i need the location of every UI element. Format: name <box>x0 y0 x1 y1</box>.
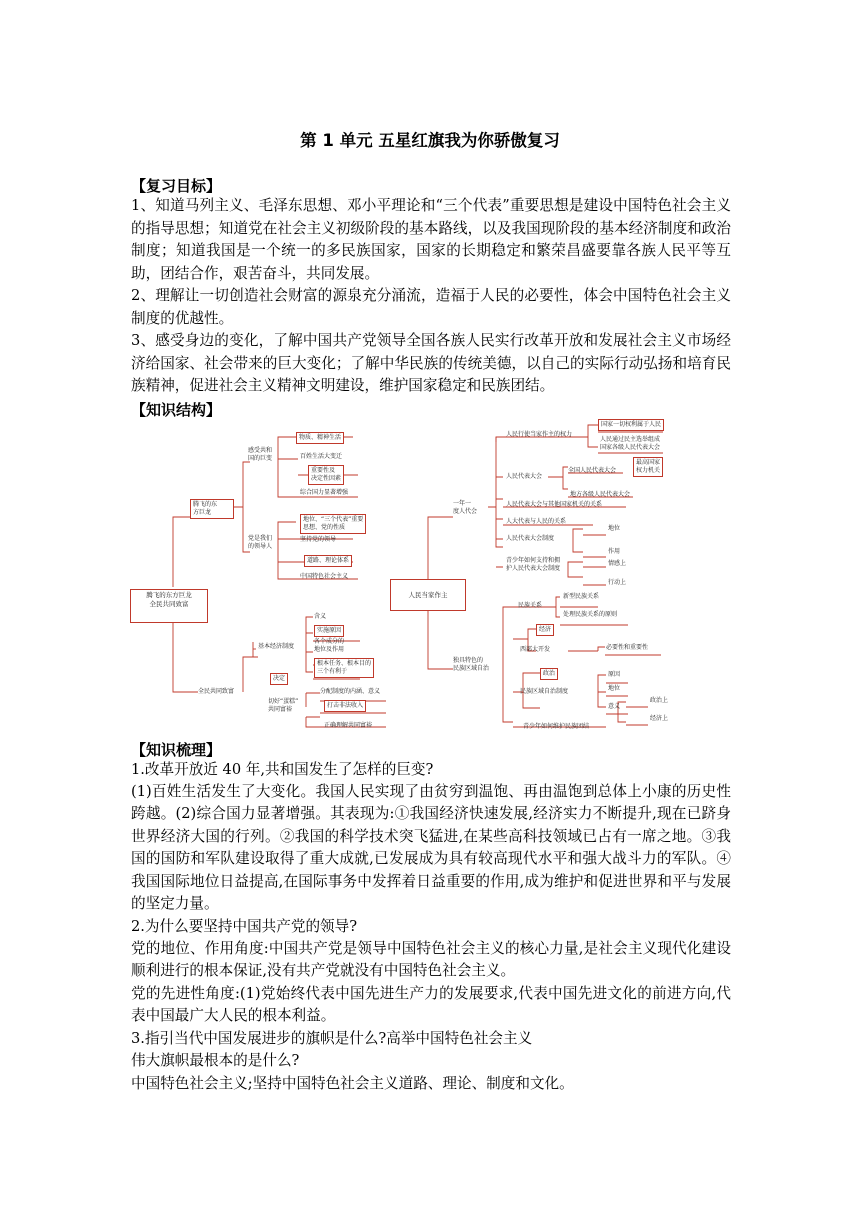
change-node <box>248 447 272 463</box>
ethnic-item-principle: 处理民族关系的原则 <box>563 611 618 618</box>
npc-item-elect-line-2: 国家各级人民代表大会 <box>600 444 661 451</box>
ethnic-item-necessity: 必要性和重要性 <box>606 644 649 651</box>
rich-item-illegal: 打击非法收入 <box>324 700 366 712</box>
npc-item-power: 人民行使当家作主的权力 <box>506 431 573 438</box>
ethnic-item-economic: 经济上 <box>650 715 669 722</box>
left-root-node <box>130 589 208 623</box>
npc-item-elect-line-1: 人民通过民主选举组成 <box>600 436 661 443</box>
rich-item-role <box>314 638 344 654</box>
answer-2a: 党的地位、作用角度:中国共产党是领导中国特色社会主义的核心力量,是社会主义现代化建设顺利进行的根本保证,没有共产党就没有中国特色社会主义。 <box>131 940 731 980</box>
party-item-1-line-1: 地位、“三个代表”重要 <box>303 516 364 523</box>
ethnic-item-economy: 经济 <box>536 624 554 636</box>
npc-item-action: 行动上 <box>608 579 627 586</box>
ethnic-item-new: 新型民族关系 <box>563 593 600 600</box>
goal-paragraph-2: 2、理解让一切创造社会财富的源泉充分涌流，造福于人民的必要性，体会中国特色社会主义制度的优越性。 <box>131 287 731 327</box>
answer-2b: 党的先进性角度:(1)党始终代表中国先进生产力的发展要求,代表中国先进文化的前进方向,代表中国最广大人民的根本利益。 <box>131 985 731 1025</box>
ethnic-item-status: 地位 <box>608 685 621 692</box>
dragon-line-1: 腾飞的东 <box>193 501 218 508</box>
change-item-3-line-2: 决定性因素 <box>311 475 342 482</box>
question-3a: 3.指引当代中国发展进步的旗帜是什么?高举中国特色社会主义 <box>131 1030 533 1047</box>
ethnic-line-1: 独具特色的 <box>453 657 484 664</box>
dragon-line-2: 方巨龙 <box>193 509 212 516</box>
rich-item-task-line-2: 三个有利于 <box>317 668 348 675</box>
rich-item-meaning: 含义 <box>314 613 327 620</box>
npc-item-youth <box>506 557 560 573</box>
ethnic-item-relations: 民族关系 <box>518 602 543 609</box>
npc-item-youth-line-2: 护人民代表大会制度 <box>506 565 561 572</box>
rich-item-econ-system: 基本经济制度 <box>258 643 295 650</box>
npc-line-1: 一年一 <box>453 500 472 507</box>
npc-item-system: 人民代表大会制度 <box>506 535 555 542</box>
ethnic-item-youth: 青少年如何维护民族团结 <box>523 723 590 730</box>
rich-item-cake <box>268 698 298 714</box>
ethnic-item-west: 西部大开发 <box>520 646 551 653</box>
ethnic-item-reason: 原因 <box>608 671 621 678</box>
question-3b: 伟大旗帜最根本的是什么? <box>131 1052 300 1069</box>
npc-item-highest-line-2: 权力机关 <box>636 467 661 474</box>
party-item-3: 道路、理论体系 <box>304 555 352 567</box>
rich-item-reason: 实施原因 <box>314 625 344 637</box>
ethnic-line-2: 民族区域自治 <box>453 665 490 672</box>
dragon-node <box>190 499 234 519</box>
ethnic-node <box>453 657 489 673</box>
npc-item-relation-organs: 人民代表大会与其他国家机关的关系 <box>506 501 603 508</box>
party-item-2: 坚持党的领导 <box>300 536 337 543</box>
answer-3: 中国特色社会主义;坚持中国特色社会主义道路、理论、制度和文化。 <box>131 1075 574 1092</box>
change-line-2: 国的巨变 <box>248 455 273 462</box>
party-item-1-line-2: 思想、党的性质 <box>303 524 346 531</box>
npc-item-emotion: 情感上 <box>608 560 627 567</box>
npc-item-congress: 人民代表大会 <box>506 473 543 480</box>
ethnic-item-autonomy: 民族区域自治制度 <box>520 688 569 695</box>
npc-item-elect <box>600 436 660 452</box>
npc-item-status: 地位 <box>608 525 621 532</box>
goal-paragraph-3: 3、感受身边的变化，了解中国共产党领导全国各族人民实行改革开放和发展社会主义市场经济给国家、社会带来的巨大变化；了解中华民族的传统美德，以自己的实际行动弘扬和培育民族精神，促进社会主义精神文明建设，维护国家稳定和民族团结。 <box>131 332 731 394</box>
goals-heading: 【复习目标】 <box>131 177 222 195</box>
party-item-1 <box>300 514 366 534</box>
rich-item-task-line-1: 根本任务、根本目的 <box>317 660 372 667</box>
knowledge-structure-mindmap <box>128 417 728 735</box>
npc-item-highest-line-1: 最高国家 <box>636 459 661 466</box>
party-node <box>248 535 272 551</box>
left-root-line-2: 全民共同致富 <box>149 600 189 608</box>
rich-item-cake-line-2: 共同富裕 <box>268 706 293 713</box>
change-line-1: 感受共和 <box>248 447 273 454</box>
rich-item-distribution: 分配制度的内涵、意义 <box>320 688 381 695</box>
change-item-3-line-1: 重要性及 <box>311 467 336 474</box>
npc-line-2: 度人代会 <box>453 508 478 515</box>
rich-item-understand: 正确理解共同富裕 <box>324 722 373 729</box>
rich-item-decide: 决定 <box>270 673 288 685</box>
npc-node <box>453 500 477 516</box>
ethnic-item-political: 政治上 <box>650 697 669 704</box>
npc-item-highest <box>633 457 663 477</box>
npc-item-deputies: 人大代表与人民的关系 <box>506 518 567 525</box>
right-root-node: 人民当家作主 <box>390 579 466 611</box>
structure-heading: 【知识结构】 <box>131 401 222 419</box>
ethnic-item-significance: 意义 <box>608 703 621 710</box>
rich-item-role-line-1: 各个成分的 <box>314 638 345 645</box>
question-2: 2.为什么要坚持中国共产党的领导? <box>131 918 358 935</box>
npc-item-youth-line-1: 青少年如何支持和拥 <box>506 557 561 564</box>
npc-item-all-power: 国家一切权利属于人民 <box>598 419 664 431</box>
change-item-1: 物质、精神生活 <box>296 432 344 444</box>
goal-paragraph-1: 1、知道马列主义、毛泽东思想、邓小平理论和“三个代表”重要思想是建设中国特色社会主义的指导思想；知道党在社会主义初级阶段的基本路线，以及我国现阶段的基本经济制度和政治制度；知道我国是一个统一的多民族国家，国家的长期稳定和繁荣昌盛要靠各族人民平等互助，团结合作，艰苦奋斗，共同发展。 <box>131 197 731 282</box>
rich-item-cake-line-1: 切好“蛋糕” <box>268 698 299 705</box>
change-item-2: 百姓生活大变迁 <box>300 453 343 460</box>
question-1: 1.改革开放近 40 年,共和国发生了怎样的巨变? <box>131 761 434 778</box>
left-root-line-1: 腾飞的东方巨龙 <box>146 591 192 599</box>
document-title: 第 1 单元 五星红旗我为你骄傲复习 <box>300 131 560 150</box>
rich-item-task <box>314 658 374 678</box>
party-line-2: 的领导人 <box>248 543 273 550</box>
change-item-4: 综合国力显著增强 <box>300 489 349 496</box>
answer-1: (1)百姓生活发生了大变化。我国人民实现了由贫穷到温饱、再由温饱到总体上小康的历史性跨越。(2)综合国力显著增强。其表现为:①我国经济快速发展,经济实力不断提升,现在已跻身世界经济大国的行列。②我国的科学技术突飞猛进,在某些高科技领域已占有一席之地。③我国的国防和军队建设取得了重大成就,已发展成为具有较高现代水平和强大战斗力的军队。④我国国际地位日益提高,在国际事务中发挥着日益重要的作用,成为维护和促进世界和平与发展的坚定力量。 <box>131 783 731 913</box>
rich-item-role-line-2: 地位及作用 <box>314 646 345 653</box>
party-item-4: 中国特色社会主义 <box>300 573 349 580</box>
rich-node: 全民共同致富 <box>198 688 235 695</box>
ethnic-item-politics: 政治 <box>540 668 558 680</box>
change-item-3 <box>308 465 344 485</box>
npc-item-local: 地方各级人民代表大会 <box>570 491 631 498</box>
party-line-1: 党是我们 <box>248 535 273 542</box>
npc-item-national: 全国人民代表大会 <box>568 467 617 474</box>
review-heading: 【知识梳理】 <box>131 741 222 759</box>
npc-item-function: 作用 <box>608 548 621 555</box>
